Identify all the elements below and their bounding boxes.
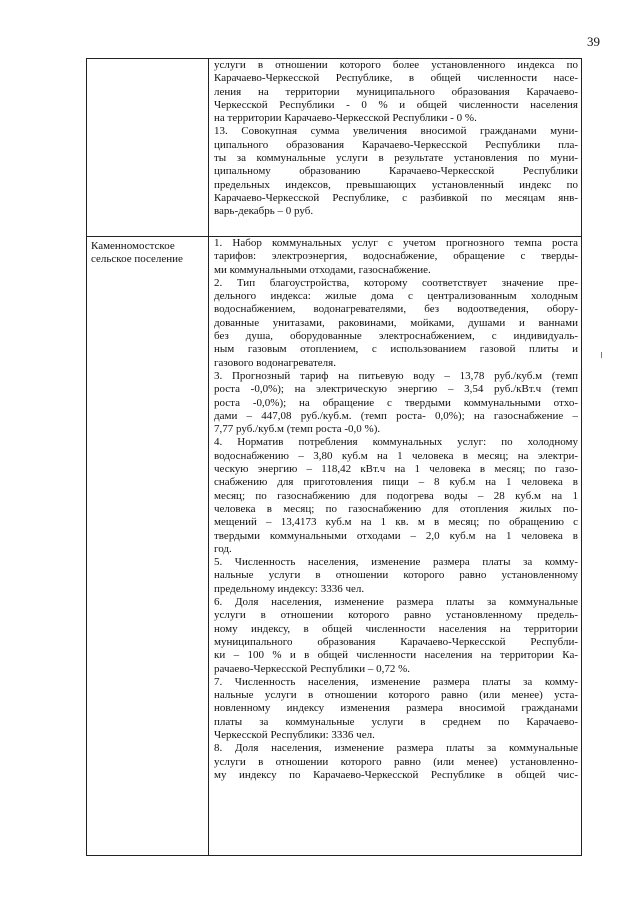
margin-mark [601, 352, 602, 358]
municipality-type: сельское поселение [91, 253, 183, 266]
page-number: 39 [587, 34, 600, 49]
text-line: Черкесской Республики: 3336 чел. [214, 728, 375, 741]
text-line: год. [214, 542, 232, 555]
text-line: на территории Карачаево-Черкесской Республики - 0 %. [214, 112, 477, 125]
municipality-name: Каменномостское [91, 240, 175, 252]
text-line: нальные услуги в отношении которого равно (или менее) уста- [214, 689, 578, 702]
text-line: новленному индексу изменения размера вносимой гражданами [214, 702, 578, 715]
text-line: дами – 447,08 руб./куб.м. (темп роста- 0,0%); на газоснабжение – [214, 409, 578, 422]
text-line: муниципального образования Карачаево-Черкесской Республи- [214, 635, 578, 648]
text-line: Карачаево-Черкесской Республике, в общей численности насе- [214, 72, 578, 85]
text-line: рачаево-Черкесской Республики – 0,72 %. [214, 662, 411, 675]
text-line: предельному индексу: 3336 чел. [214, 582, 365, 595]
text-line: роста -0,0%); на обращение с твердыми коммунальными отхо- [214, 396, 578, 409]
text-line: ты за коммунальные услуги в результате установления по муни- [214, 152, 578, 165]
text-line: Карачаево-Черкесской Республике, с разбивкой по месяцам янв- [214, 191, 578, 204]
text-line: услуги в отношении которого равно (или менее) установленно- [214, 755, 578, 768]
text-line: 2. Тип благоустройства, которому соответствует значение пре- [214, 276, 578, 289]
text-line: ления на территории муниципального образования Карачаево- [214, 85, 578, 98]
description-cell [214, 59, 578, 219]
text-line: 8. Доля населения, изменение размера платы за коммунальные [214, 742, 578, 755]
text-line: нальные услуги в отношении которого равно установленному [214, 569, 578, 582]
text-line: мещений – 13,4173 куб.м на 1 кв. м в месяц; по обращению с [214, 516, 578, 529]
text-line: тарифов: электроэнергия, водоснабжение, обращение с тверды- [214, 250, 578, 263]
indices-table [86, 58, 582, 856]
text-line: 5. Численность населения, изменение размера платы за комму- [214, 556, 578, 569]
text-line: твердыми коммунальными отходами – 2,0 куб.м на 1 человека в [214, 529, 578, 542]
text-line: газового водонагревателя. [214, 356, 336, 369]
text-line: 1. Набор коммунальных услуг с учетом прогнозного темпа роста [214, 237, 578, 249]
text-line: 7,77 руб./куб.м (темп роста -0,0 %). [214, 423, 381, 436]
text-line: ципальному образованию Карачаево-Черкесской Республики [214, 165, 578, 178]
text-line: Черкесской Республики - 0 % и общей численности населения [214, 98, 578, 111]
text-line: ки – 100 % и в общей численности населения на территории Ка- [214, 649, 578, 662]
text-line: дельного индекса: жилые дома с централизованным холодным [214, 290, 578, 303]
text-line: ми коммунальными отходами, газоснабжение. [214, 263, 431, 276]
text-line: без душа, оборудованные электроснабжением, с индивидуаль- [214, 330, 578, 343]
text-line: услуги в отношении которого более установленного индекса по [214, 59, 578, 71]
text-line: 6. Доля населения, изменение размера платы за коммунальные [214, 596, 578, 609]
text-line: водоснабжением, водонагревателями, без водоотведения, обору- [214, 303, 578, 316]
text-line: услуги в отношении которого равно установленному предель- [214, 609, 578, 622]
text-line: снабжению для приготовления пищи – 8 куб.м на 1 человека в [214, 476, 578, 489]
table-row [87, 237, 581, 855]
text-line: 3. Прогнозный тариф на питьевую воду – 13,78 руб./куб.м (темп [214, 369, 578, 382]
text-line: 7. Численность населения, изменение размера платы за комму- [214, 675, 578, 688]
text-line: ному индексу, в общей численности населения на территории [214, 622, 578, 635]
text-line: платы за коммунальные услуги в среднем по Карачаево- [214, 715, 578, 728]
text-line: месяц; по газоснабжению для подогрева воды – 28 куб.м на 1 [214, 489, 578, 502]
text-line: роста -0,0%); на электрическую энергию – 3,54 руб./кВт.ч (темп [214, 383, 578, 396]
text-line: му индексу по Карачаево-Черкесской Республике в общей чис- [214, 768, 578, 781]
text-line: ципального образования Карачаево-Черкесской Республики пла- [214, 138, 578, 151]
text-line: 4. Норматив потребления коммунальных услуг: по холодному [214, 436, 578, 449]
text-line: дованные унитазами, раковинами, мойками, душами и ваннами [214, 316, 578, 329]
text-line: предельных индексов, превышающих установленный индекс по [214, 178, 578, 191]
text-line: 13. Совокупная сумма увеличения вносимой гражданами муни- [214, 125, 578, 138]
municipality-cell [91, 240, 206, 267]
text-line: варь-декабрь – 0 руб. [214, 205, 314, 218]
text-line: водоснабжению – 3,80 куб.м на 1 человека в месяц; на электри- [214, 449, 578, 462]
text-line: ческую энергию – 118,42 кВт.ч на 1 человека в месяц; по газо- [214, 463, 578, 476]
description-cell [214, 237, 578, 782]
text-line: ным газовым отоплением, с использованием газовой плиты и [214, 343, 578, 356]
table-row [87, 59, 581, 237]
text-line: человека в месяц; по газоснабжению для отопления жилых по- [214, 502, 578, 515]
